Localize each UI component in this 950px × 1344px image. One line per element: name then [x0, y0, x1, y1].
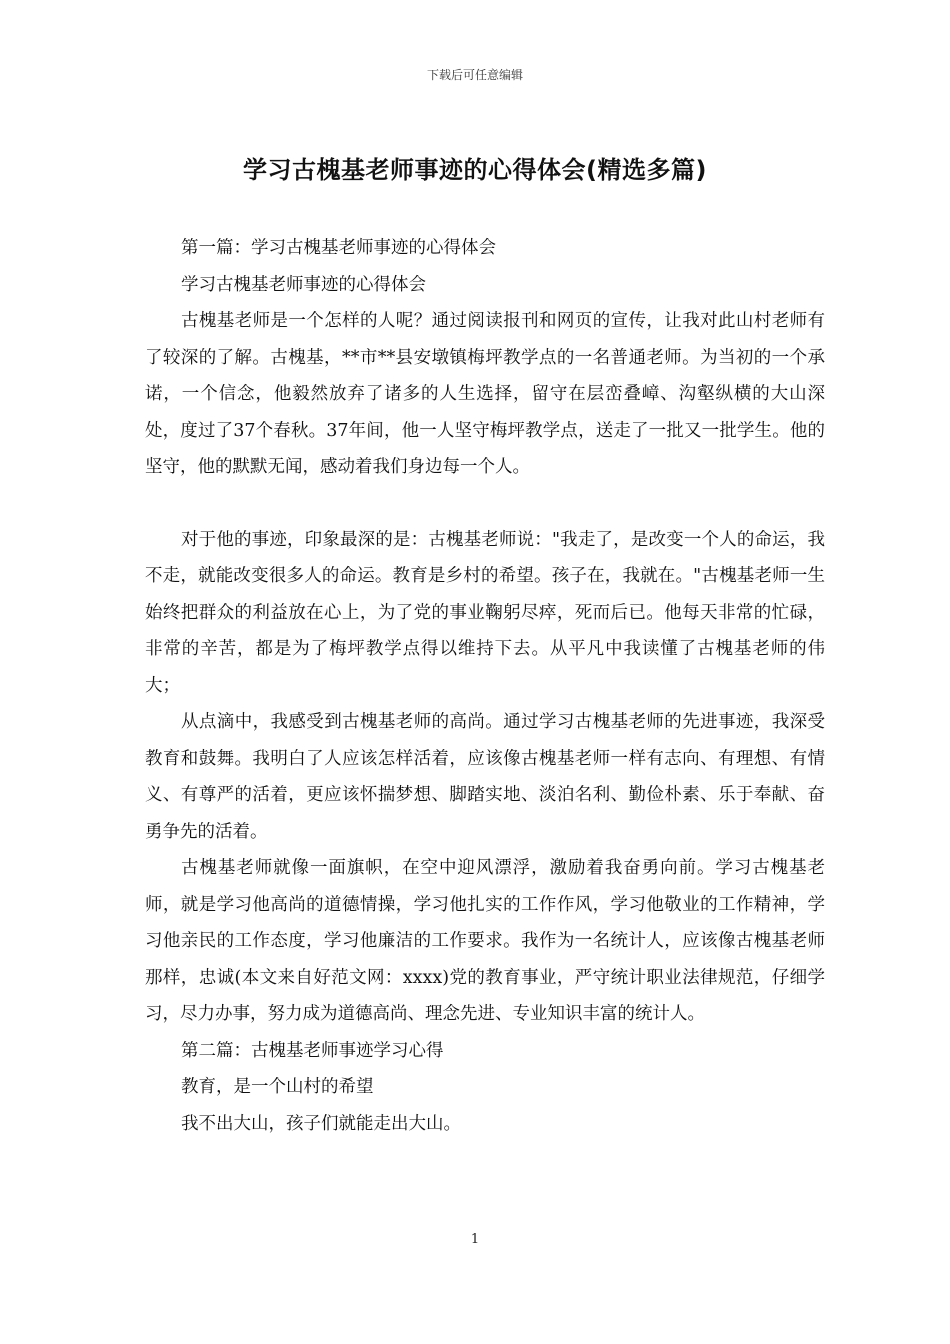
page-number: 1	[470, 1232, 480, 1247]
document-title: 学习古槐基老师事迹的心得体会(精选多篇)	[243, 156, 707, 184]
body-paragraph: 古槐基老师是一个怎样的人呢？通过阅读报刊和网页的宣传，让我对此山村老师有了较深的了解。古槐基，**市**县安墩镇梅坪教学点的一名普通老师。为当初的一个承诺，一个信念，他毅然放弃了诸多的人生选择，留守在层峦叠嶂、沟壑纵横的大山深处，度过了37个春秋。37年间，他一人坚守梅坪教学点，送走了一批又一批学生。他的坚守，他的默默无闻，感动着我们身边每一个人。	[145, 311, 825, 477]
section-heading-2: 第二篇：古槐基老师事迹学习心得	[181, 1040, 444, 1061]
subheading: 学习古槐基老师事迹的心得体会	[181, 274, 426, 295]
document-body	[145, 230, 825, 1142]
body-paragraph: 古槐基老师就像一面旗帜，在空中迎风漂浮，激励着我奋勇向前。学习古槐基老师，就是学习他高尚的道德情操，学习他扎实的工作作风，学习他敬业的工作精神，学习他亲民的工作态度，学习他廉洁的工作要求。我作为一名统计人，应该像古槐基老师那样，忠诚(本文来自好范文网：xxxx)党的教育事业，严守统计职业法律规范，仔细学习，尽力办事，努力成为道德高尚、理念先进、专业知识丰富的统计人。	[145, 858, 825, 1024]
section-heading-1: 第一篇：学习古槐基老师事迹的心得体会	[181, 238, 496, 258]
page-header-note: 下载后可任意编辑	[426, 68, 523, 82]
subheading: 教育，是一个山村的希望	[181, 1077, 374, 1097]
body-paragraph: 从点滴中，我感受到古槐基老师的高尚。通过学习古槐基老师的先进事迹，我深受教育和鼓舞。我明白了人应该怎样活着，应该像古槐基老师一样有志向、有理想、有情义、有尊严的活着，更应该怀揣梦想、脚踏实地、淡泊名利、勤俭朴素、乐于奉献、奋勇争先的活着。	[145, 712, 825, 842]
body-paragraph: 对于他的事迹，印象最深的是：古槐基老师说："我走了，是改变一个人的命运，我不走，就能改变很多人的命运。教育是乡村的希望。孩子在，我就在。"古槐基老师一生始终把群众的利益放在心上，为了党的事业鞠躬尽瘁，死而后已。他每天非常的忙碌，非常的辛苦，都是为了梅坪教学点得以维持下去。从平凡中我读懂了古槐基老师的伟大；	[145, 529, 825, 696]
body-paragraph: 我不出大山，孩子们就能走出大山。	[181, 1113, 461, 1134]
